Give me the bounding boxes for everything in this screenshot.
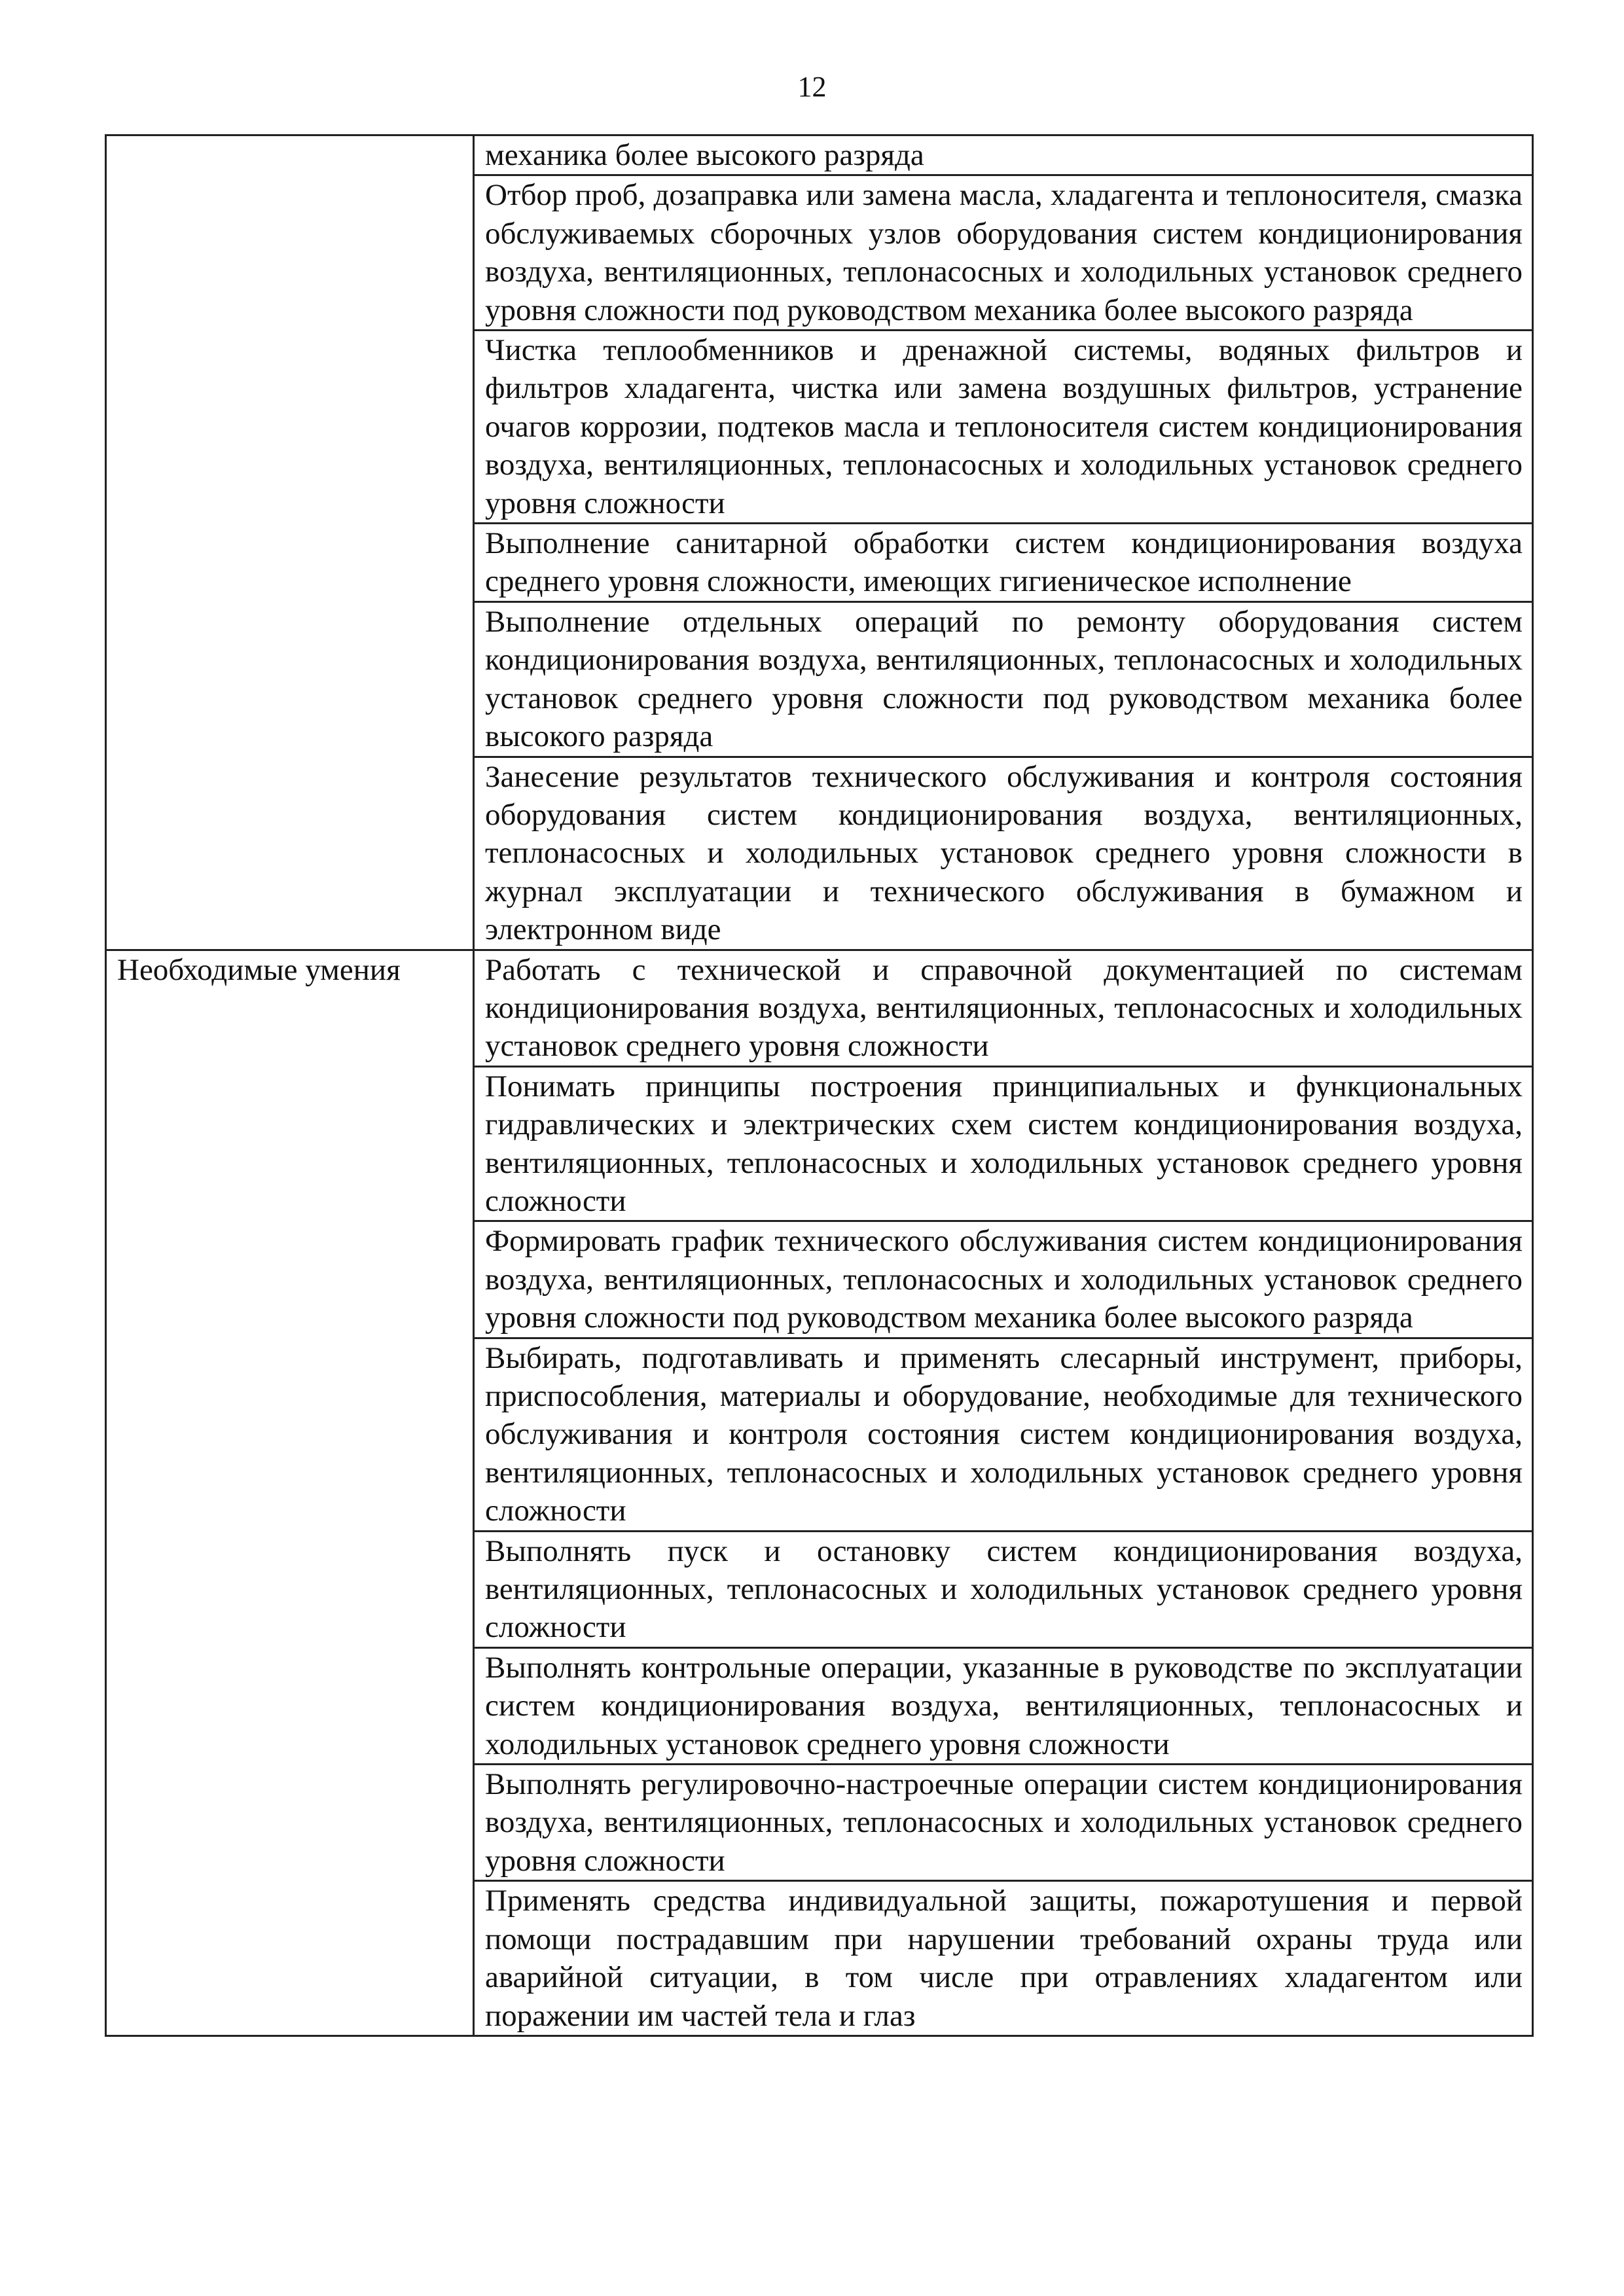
table-cell: Выполнять регулировочно-настроечные операции систем кондиционирования воздуха, вентиляционных, теплонасосных и холодильных установок среднего уровня сложности [474, 1765, 1533, 1881]
table-cell: Формировать график технического обслуживания систем кондиционирования воздуха, вентиляционных, теплонасосных и холодильных установок среднего уровня сложности под руководством механика более высокого разряда [474, 1221, 1533, 1338]
table-cell: механика более высокого разряда [474, 135, 1533, 175]
table-cell: Чистка теплообменников и дренажной системы, водяных фильтров и фильтров хладагента, чистка или замена воздушных фильтров, устранение очагов коррозии, подтеков масла и теплоносителя систем кондиционирования воздуха, вентиляционных, теплонасосных и холодильных установок среднего уровня сложности [474, 331, 1533, 524]
table-cell: Выполнять контрольные операции, указанные в руководстве по эксплуатации систем кондиционирования воздуха, вентиляционных, теплонасосных и холодильных установок среднего уровня сложности [474, 1647, 1533, 1764]
table-cell: Понимать принципы построения принципиальных и функциональных гидравлических и электрических схем систем кондиционирования воздуха, вентиляционных, теплонасосных и холодильных установок среднего уровня сложности [474, 1066, 1533, 1221]
table-row [106, 950, 1533, 1066]
table-cell: Выполнение отдельных операций по ремонту оборудования систем кондиционирования воздуха, вентиляционных, теплонасосных и холодильных установок среднего уровня сложности под руководством механика более высокого разряда [474, 601, 1533, 757]
table-cell: Работать с технической и справочной документацией по системам кондиционирования воздуха, вентиляционных, теплонасосных и холодильных установок среднего уровня сложности [474, 950, 1533, 1066]
section-label-skills: Необходимые умения [106, 950, 474, 2036]
table-cell: Выполнение санитарной обработки систем кондиционирования воздуха среднего уровня сложности, имеющих гигиеническое исполнение [474, 524, 1533, 602]
table-cell: Отбор проб, дозаправка или замена масла, хладагента и теплоносителя, смазка обслуживаемых сборочных узлов оборудования систем кондиционирования воздуха, вентиляционных, теплонасосных и холодильных установок среднего уровня сложности под руководством механика более высокого разряда [474, 175, 1533, 331]
table-cell: Применять средства индивидуальной защиты, пожаротушения и первой помощи пострадавшим при нарушении требований охраны труда или аварийной ситуации, в том числе при отравлениях хладагентом или поражении им частей тела и глаз [474, 1881, 1533, 2036]
table-cell: Выполнять пуск и остановку систем кондиционирования воздуха, вентиляционных, теплонасосных и холодильных установок среднего уровня сложности [474, 1531, 1533, 1647]
table-cell: Занесение результатов технического обслуживания и контроля состояния оборудования систем кондиционирования воздуха, вентиляционных, теплонасосных и холодильных установок среднего уровня сложности в журнал эксплуатации и технического обслуживания в бумажном и электронном виде [474, 757, 1533, 950]
section-label-continued [106, 135, 474, 950]
requirements-table [105, 134, 1534, 2037]
page-number: 12 [797, 71, 827, 103]
table-row [106, 135, 1533, 175]
table-cell: Выбирать, подготавливать и применять слесарный инструмент, приборы, приспособления, материалы и оборудование, необходимые для технического обслуживания и контроля состояния систем кондиционирования воздуха, вентиляционных, теплонасосных и холодильных установок среднего уровня сложности [474, 1338, 1533, 1531]
